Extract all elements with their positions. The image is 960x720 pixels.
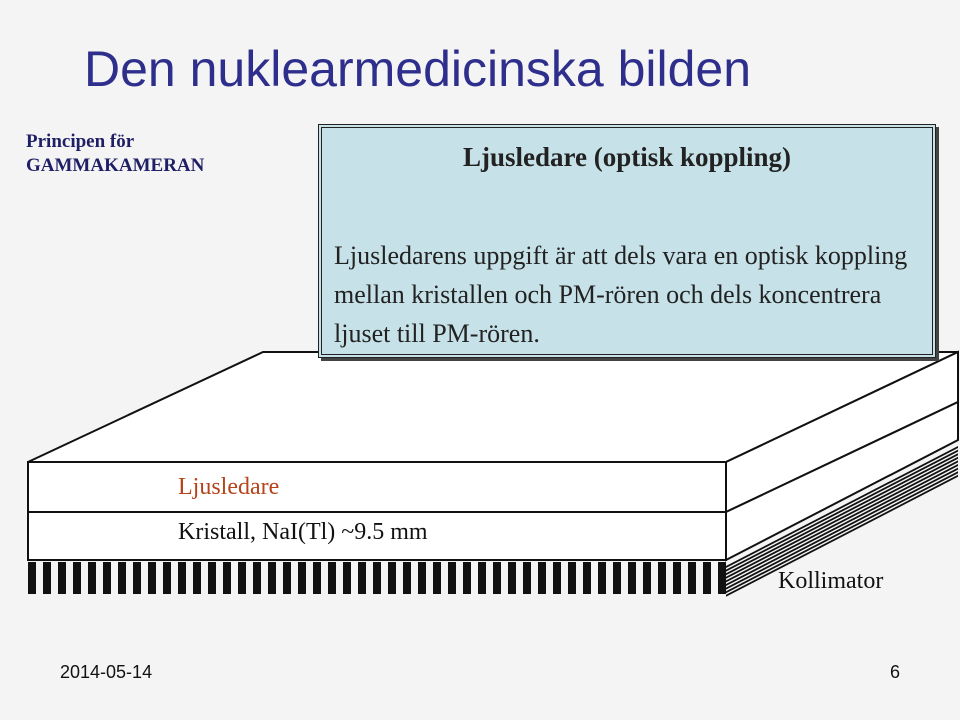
collimator-septum xyxy=(133,562,141,594)
collimator-septum xyxy=(688,562,696,594)
collimator-septum xyxy=(643,562,651,594)
collimator-septum xyxy=(88,562,96,594)
light-guide-front-face xyxy=(28,462,726,512)
collimator-septum xyxy=(403,562,411,594)
collimator-septum xyxy=(223,562,231,594)
collimator-septum xyxy=(448,562,456,594)
collimator-septum xyxy=(148,562,156,594)
collimator-septum xyxy=(193,562,201,594)
collimator-septum xyxy=(43,562,51,594)
collimator-septum xyxy=(718,562,726,594)
collimator-septum xyxy=(523,562,531,594)
collimator-septum xyxy=(478,562,486,594)
collimator-septum xyxy=(463,562,471,594)
collimator-septum xyxy=(58,562,66,594)
footer-page-number: 6 xyxy=(890,662,901,682)
collimator-septum xyxy=(658,562,666,594)
collimator-septum xyxy=(283,562,291,594)
collimator-septum xyxy=(418,562,426,594)
collimator-septum xyxy=(253,562,261,594)
collimator-septum xyxy=(163,562,171,594)
collimator-septum xyxy=(598,562,606,594)
callout-title: Ljusledare (optisk koppling) xyxy=(462,142,792,172)
collimator-septum xyxy=(538,562,546,594)
collimator-septum xyxy=(73,562,81,594)
subtitle-line-1: Principen för xyxy=(26,131,135,152)
callout-body: Ljusledarens uppgift är att dels vara en optisk koppling mellan kristallen och PM-rören och dels koncentrera ljuset till PM-rören. xyxy=(334,241,908,348)
collimator-septum xyxy=(568,562,576,594)
collimator-septum xyxy=(313,562,321,594)
footer-date: 2014-05-14 xyxy=(60,662,153,682)
collimator-septum xyxy=(208,562,216,594)
subtitle-line-2: GAMMAKAMERAN xyxy=(26,155,205,176)
collimator-septum xyxy=(508,562,516,594)
collimator-septum xyxy=(268,562,276,594)
slide-title: Den nuklearmedicinska bilden xyxy=(84,41,752,97)
collimator-label: Kollimator xyxy=(778,568,884,594)
collimator-septum xyxy=(373,562,381,594)
collimator-septum xyxy=(328,562,336,594)
collimator-septum xyxy=(613,562,621,594)
collimator-septum xyxy=(673,562,681,594)
collimator-septum xyxy=(103,562,111,594)
collimator-septum xyxy=(28,562,36,594)
collimator-septum xyxy=(388,562,396,594)
light-guide-label: Ljusledare xyxy=(178,474,280,500)
collimator-septum xyxy=(343,562,351,594)
crystal-label: Kristall, NaI(Tl) ~9.5 mm xyxy=(178,519,428,545)
collimator-septum xyxy=(178,562,186,594)
collimator-septum xyxy=(118,562,126,594)
collimator-septum xyxy=(628,562,636,594)
collimator-septum xyxy=(298,562,306,594)
collimator-septum xyxy=(703,562,711,594)
collimator-front-teeth xyxy=(28,562,726,594)
light-guide-callout xyxy=(318,124,936,358)
collimator-septum xyxy=(433,562,441,594)
collimator-septum xyxy=(553,562,561,594)
collimator-septum xyxy=(583,562,591,594)
collimator-septum xyxy=(358,562,366,594)
collimator-septum xyxy=(238,562,246,594)
collimator-septum xyxy=(493,562,501,594)
